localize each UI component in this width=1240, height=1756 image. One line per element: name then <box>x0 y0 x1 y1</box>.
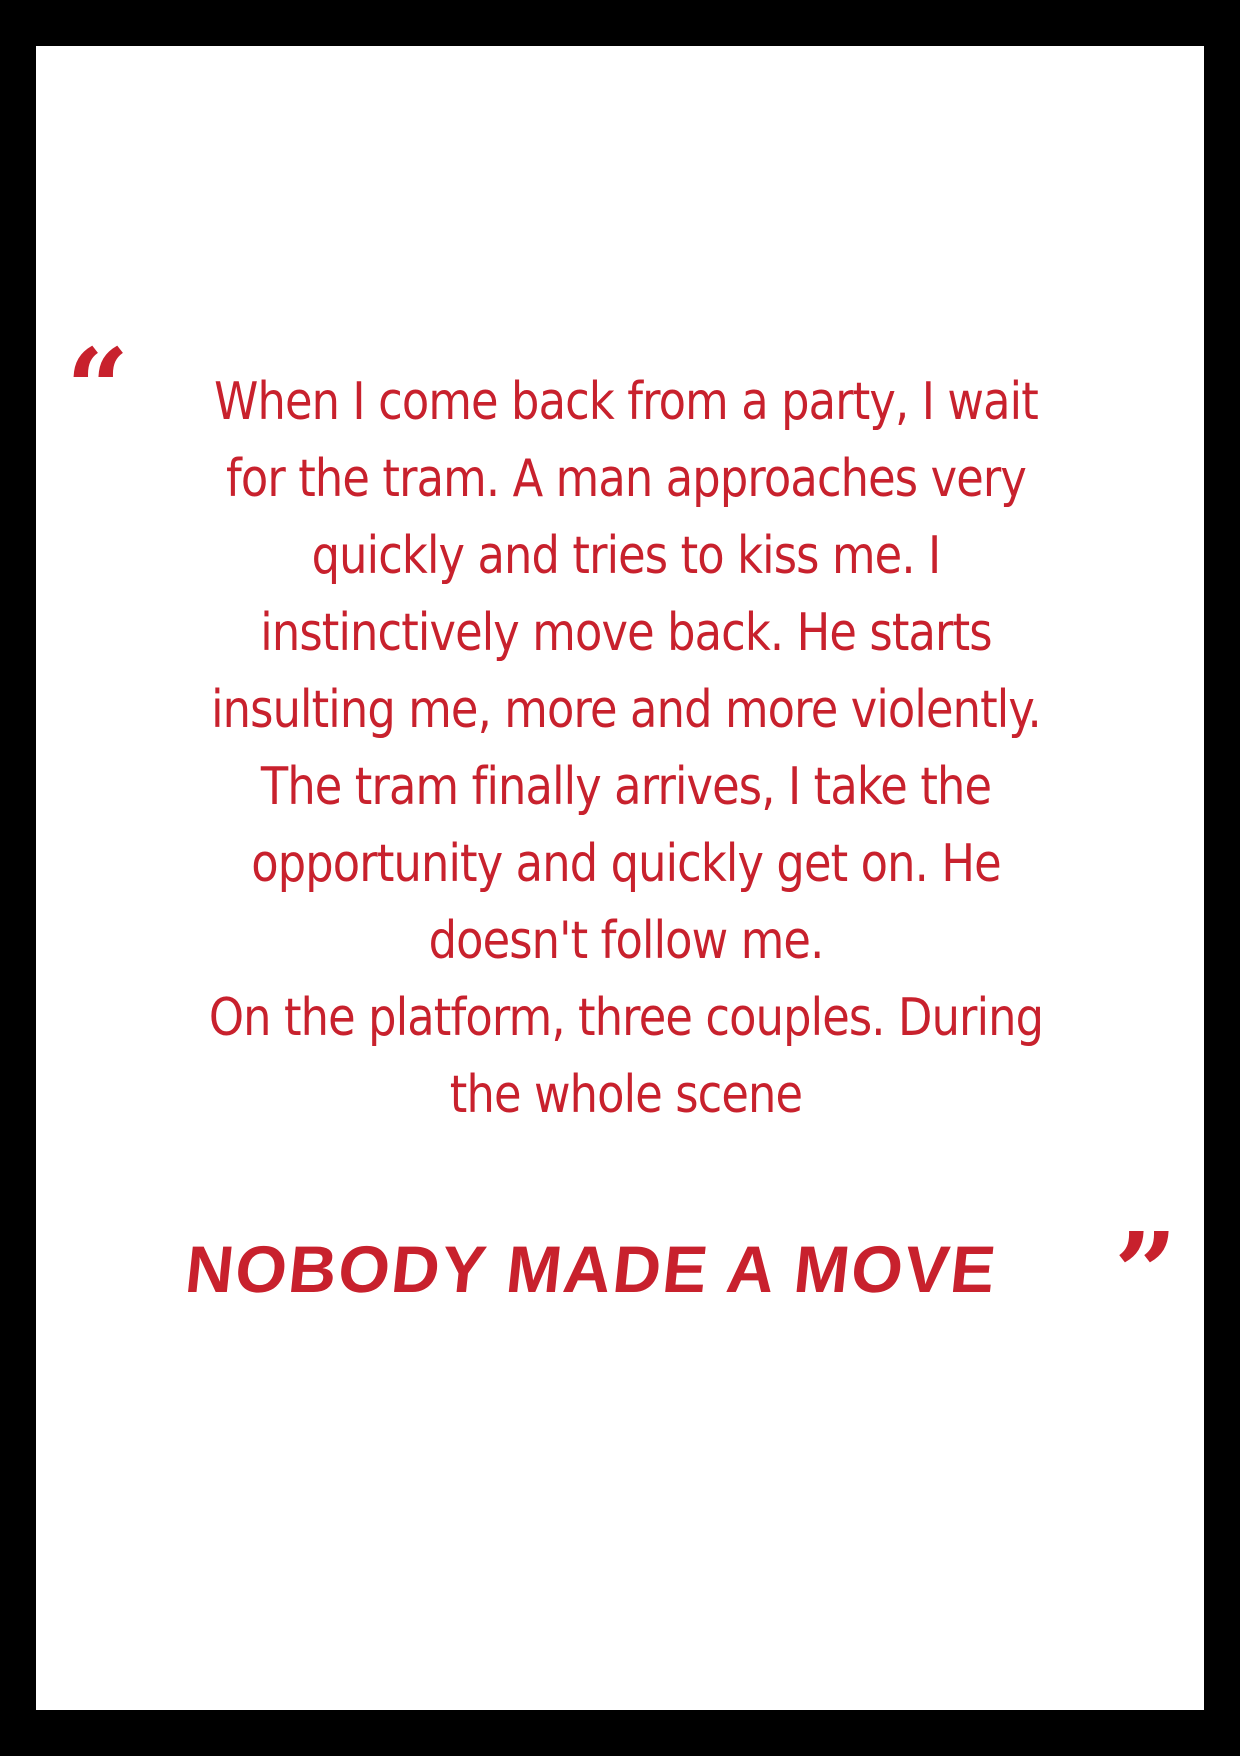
open-quote-mark: “ <box>66 324 130 453</box>
quote-line: On the platform, three couples. During <box>208 988 1044 1048</box>
quote-text <box>196 364 1056 1134</box>
close-quote-mark: ” <box>1114 1208 1178 1337</box>
quote-line: instinctively move back. He starts <box>260 603 992 663</box>
quote-line: opportunity and quickly get on. He <box>251 834 1001 894</box>
quote-line: insulting me, more and more violently. <box>211 680 1041 740</box>
punchline-heading: NOBODY MADE A MOVE <box>182 1232 1001 1306</box>
quote-line: the whole scene <box>449 1065 803 1125</box>
poster-page <box>36 46 1204 1710</box>
quote-line: When I come back from a party, I wait <box>214 372 1038 432</box>
quote-line: The tram finally arrives, I take the <box>260 757 992 817</box>
quote-line: doesn't follow me. <box>428 911 824 971</box>
quote-line: for the tram. A man approaches very <box>225 449 1026 509</box>
quote-line: quickly and tries to kiss me. I <box>311 526 941 586</box>
